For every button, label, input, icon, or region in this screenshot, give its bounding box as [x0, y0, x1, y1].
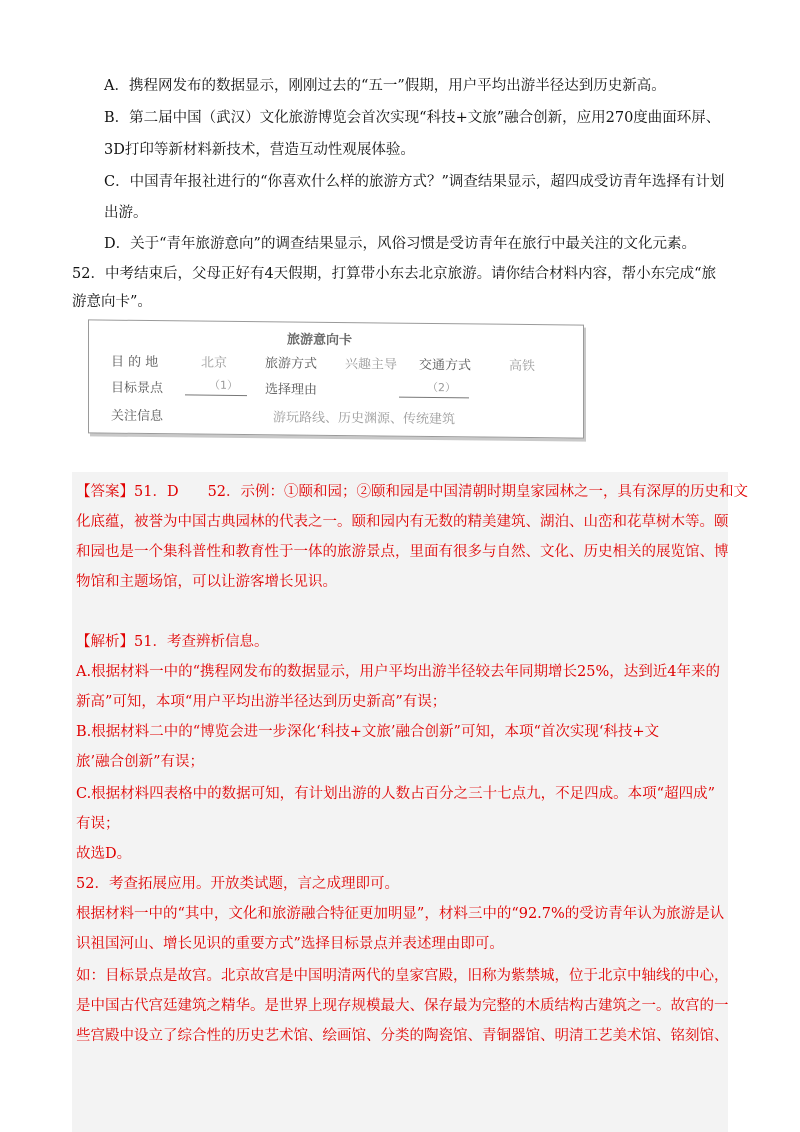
analysis-line2: A.根据材料一中的“携程网发布的数据显示，用户平均出游半径较去年同期增长25%，达到近4年来的	[76, 664, 720, 680]
card-destination-label: 目 的 地	[111, 354, 159, 371]
card-spot-underline	[185, 394, 247, 396]
card-reason-label: 选择理由	[265, 382, 318, 398]
analysis-line5: 旅’融合创新”有误；	[76, 754, 205, 770]
card-transport-value: 高铁	[509, 358, 536, 375]
option-d: D．关于“青年旅游意向”的调查结果显示，风俗习惯是受访青年在旅行中最关注的文化元素。	[104, 236, 696, 252]
analysis-line13: 是中国古代宫廷建筑之精华。是世界上现存规模最大、保存最为完整的木质结构古建筑之一。故宫的一	[76, 998, 729, 1014]
analysis-line4: B.根据材料二中的“博览会进一步深化‘科技+文旅’融合创新”可知，本项“首次实现‘科技+文	[76, 724, 660, 740]
option-b-line1: B．第二届中国（武汉）文化旅游博览会首次实现“科技+文旅”融合创新，应用270度曲面环屏、	[104, 110, 721, 126]
analysis-line8: 故选D。	[76, 846, 132, 862]
analysis-line9: 52．考查拓展应用。开放类试题，言之成理即可。	[76, 876, 399, 892]
analysis-line1: 【解析】51．考查辨析信息。	[76, 634, 269, 650]
question-52-line2: 游意向卡”。	[72, 294, 152, 310]
analysis-line6: C.根据材料四表格中的数据可知，有计划出游的人数占百分之三十七点九，不足四成。本项“超四成”	[76, 786, 716, 802]
option-c-line1: C．中国青年报社进行的“你喜欢什么样的旅游方式？”调查结果显示，超四成受访青年选择有计划	[104, 174, 725, 190]
option-a: A．携程网发布的数据显示，刚刚过去的“五一”假期，用户平均出游半径达到历史新高。	[104, 78, 666, 94]
card-reason-blank: （2）	[427, 380, 456, 395]
question-52-line1: 52．中考结束后，父母正好有4天假期，打算带小东去北京旅游。请你结合材料内容，帮小东完成“旅	[72, 266, 717, 282]
analysis-line12: 如：目标景点是故宫。北京故宫是中国明清两代的皇家宫殿，旧称为紫禁城，位于北京中轴线的中心，	[76, 968, 729, 984]
option-b-line2: 3D打印等新材料新技术，营造互动性观展体验。	[104, 142, 415, 158]
card-destination-value: 北京	[201, 355, 228, 371]
card-spot-blank: （1）	[209, 378, 238, 392]
card-focus-label: 关注信息	[111, 408, 164, 425]
analysis-line10: 根据材料一中的“其中，文化和旅游融合特征更加明显”，材料三中的“92.7%的受访青年认为旅游是认	[76, 906, 725, 922]
answer-line4: 物馆和主题场馆，可以让游客增长见识。	[76, 574, 337, 590]
analysis-line3: 新高”可知，本项“用户平均出游半径达到历史新高”有误；	[76, 694, 447, 710]
card-title: 旅游意向卡	[287, 332, 353, 349]
analysis-line7: 有误；	[76, 816, 120, 832]
analysis-line11: 识祖国河山、增长见识的重要方式”选择目标景点并表述理由即可。	[76, 936, 504, 952]
card-travel-mode-value: 兴趣主导	[345, 357, 398, 373]
card-focus-value: 游玩路线、历史渊源、传统建筑	[273, 410, 456, 428]
answer-line3: 和园也是一个集科普性和教育性于一体的旅游景点，里面有很多与自然、文化、历史相关的展览馆、博	[76, 544, 729, 560]
travel-intention-card	[88, 319, 584, 438]
card-travel-mode-label: 旅游方式	[265, 356, 318, 372]
card-transport-label: 交通方式	[419, 357, 472, 374]
card-spot-label: 目标景点	[111, 380, 164, 397]
option-c-line2: 出游。	[104, 205, 148, 221]
answer-line2: 化底蕴，被誉为中国古典园林的代表之一。颐和园内有无数的精美建筑、湖泊、山峦和花草树木等。颐	[76, 514, 729, 530]
analysis-line14: 些宫殿中设立了综合性的历史艺术馆、绘画馆、分类的陶瓷馆、青铜器馆、明清工艺美术馆、铭刻馆、	[76, 1028, 729, 1044]
card-reason-underline	[399, 397, 469, 399]
answer-line1: 【答案】51．D 52．示例：①颐和园；②颐和园是中国清朝时期皇家园林之一，具有深厚的历史和文	[76, 484, 749, 500]
